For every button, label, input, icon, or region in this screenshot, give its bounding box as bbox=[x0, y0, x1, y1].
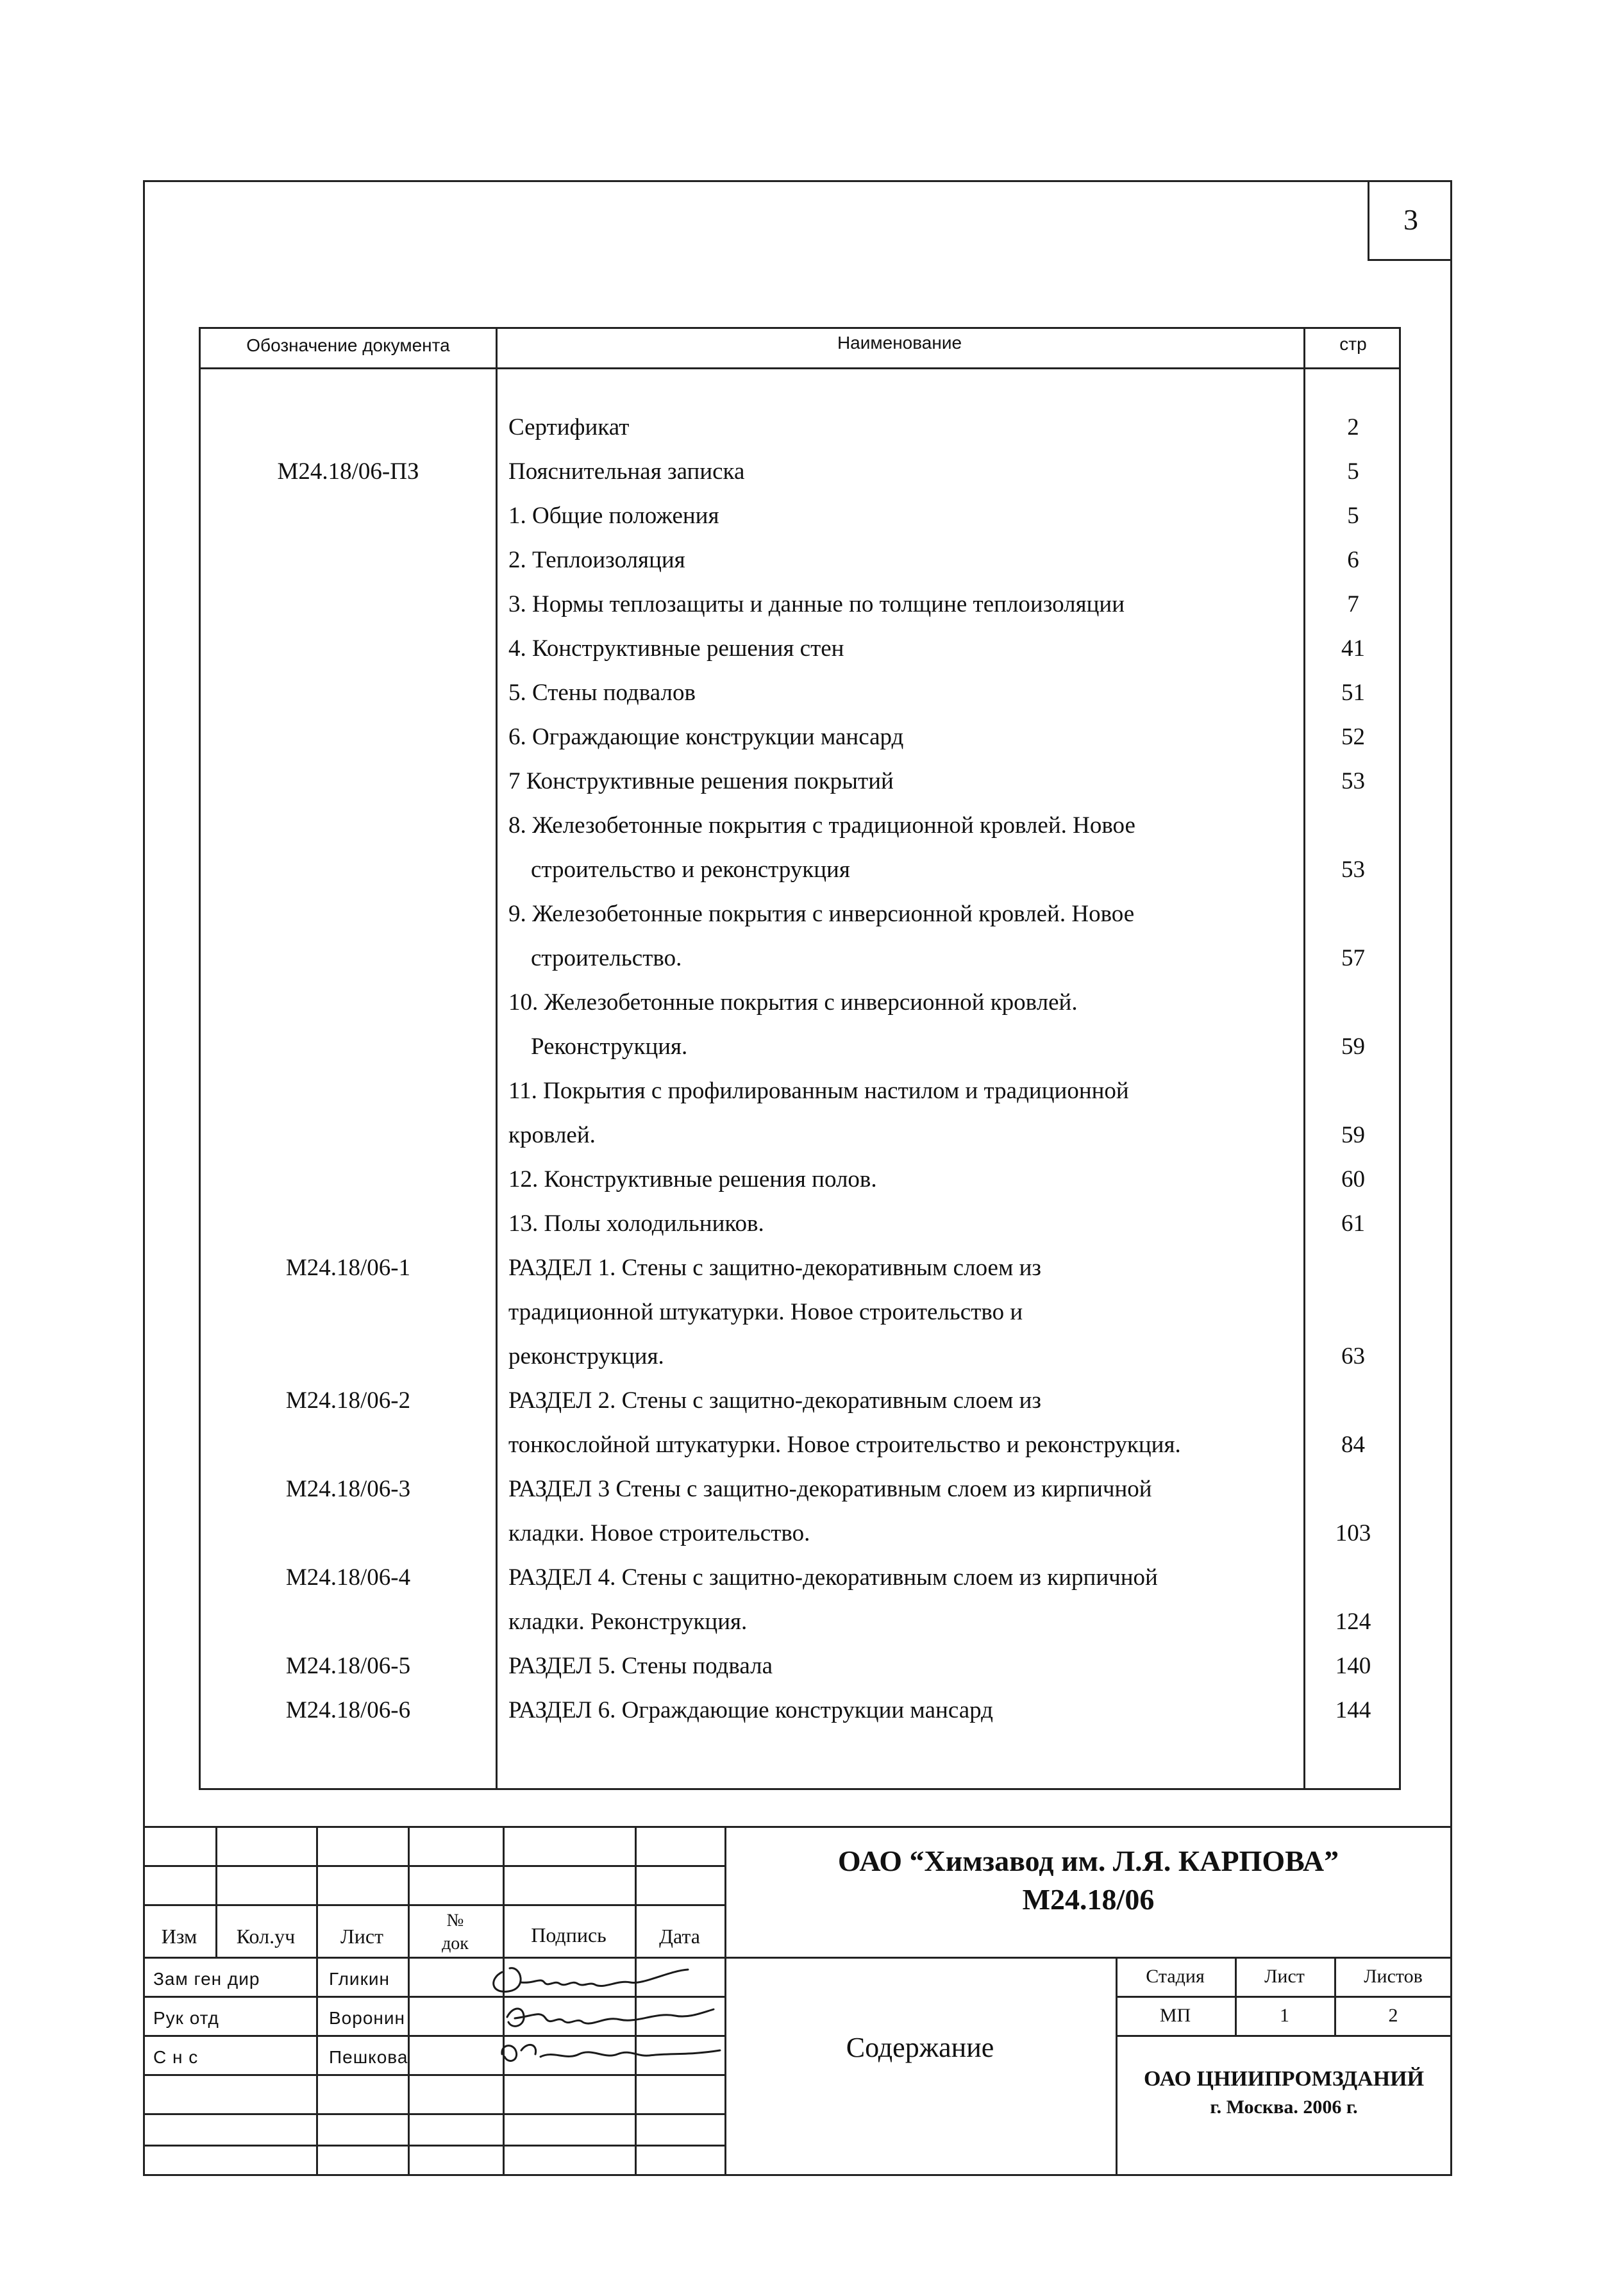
page-ref: 61 bbox=[1341, 1210, 1365, 1237]
signatures bbox=[476, 1954, 726, 2082]
contents-row bbox=[201, 1688, 1399, 1732]
contents-table bbox=[199, 327, 1401, 1790]
entry-title: 7 Конструктивные решения покрытий bbox=[508, 768, 894, 794]
entry-title: Сертификат bbox=[508, 414, 630, 440]
entry-title: 11. Покрытия с профилированным настилом и традиционной bbox=[508, 1078, 1129, 1104]
page-ref: 63 bbox=[1341, 1343, 1365, 1369]
contents-row bbox=[201, 803, 1399, 848]
page-ref: 52 bbox=[1341, 724, 1365, 750]
contents-row bbox=[201, 1246, 1399, 1290]
column-header-code: Обозначение документа bbox=[246, 335, 450, 355]
entry-title: РАЗДЕЛ 2. Стены с защитно-декоративным слоем из bbox=[508, 1387, 1042, 1414]
contents-row bbox=[201, 892, 1399, 936]
header-divider bbox=[201, 367, 1399, 369]
contents-row bbox=[201, 538, 1399, 582]
sheet-title: Содержание bbox=[846, 2032, 994, 2063]
contents-row bbox=[201, 1423, 1399, 1467]
column-header-page: стр bbox=[1339, 334, 1367, 354]
entry-title: традиционной штукатурки. Новое строительство и bbox=[508, 1299, 1023, 1325]
contents-row bbox=[201, 671, 1399, 715]
sheets-label: Листов bbox=[1364, 1966, 1423, 1987]
doc-code: М24.18/06-1 bbox=[285, 1255, 411, 1281]
entry-title: кровлей. bbox=[508, 1122, 596, 1148]
contents-row bbox=[201, 936, 1399, 980]
page-ref: 53 bbox=[1341, 857, 1365, 883]
entry-title: строительство и реконструкция bbox=[531, 857, 850, 883]
contents-row bbox=[201, 626, 1399, 671]
header-izm: Изм bbox=[161, 1925, 197, 1948]
header-list: Лист bbox=[340, 1925, 383, 1948]
contents-row bbox=[201, 494, 1399, 538]
company-name: ОАО “Химзавод им. Л.Я. КАРПОВА” bbox=[837, 1845, 1339, 1877]
page-ref: 5 bbox=[1347, 503, 1359, 529]
page-ref: 124 bbox=[1335, 1609, 1371, 1635]
sheets-value: 2 bbox=[1388, 2005, 1398, 2026]
name-voronin: Воронин bbox=[329, 2008, 405, 2028]
entry-title: 5. Стены подвалов bbox=[508, 680, 696, 706]
entry-title: РАЗДЕЛ 3 Стены с защитно-декоративным слоем из кирпичной bbox=[508, 1476, 1152, 1502]
entry-title: РАЗДЕЛ 5. Стены подвала bbox=[508, 1653, 773, 1679]
entry-title: 13. Полы холодильников. bbox=[508, 1210, 764, 1237]
page-ref: 7 bbox=[1347, 591, 1359, 617]
entry-title: тонкослойной штукатурки. Новое строительство и реконструкция. bbox=[508, 1432, 1181, 1458]
contents-row bbox=[201, 1025, 1399, 1069]
page-ref: 84 bbox=[1341, 1432, 1365, 1458]
entry-title: 1. Общие положения bbox=[508, 503, 719, 529]
contents-row bbox=[201, 1600, 1399, 1644]
contents-row bbox=[201, 1069, 1399, 1113]
entry-title: 8. Железобетонные покрытия с традиционной кровлей. Новое bbox=[508, 812, 1135, 839]
page-ref: 5 bbox=[1347, 458, 1359, 485]
entry-title: 9. Железобетонные покрытия с инверсионной кровлей. Новое bbox=[508, 901, 1135, 927]
contents-row bbox=[201, 848, 1399, 892]
contents-row bbox=[201, 1201, 1399, 1246]
signature-glikin bbox=[494, 1968, 688, 1992]
entry-title: кладки. Новое строительство. bbox=[508, 1520, 810, 1546]
entry-title: Пояснительная записка bbox=[508, 458, 745, 485]
entry-title: 10. Железобетонные покрытия с инверсионной кровлей. bbox=[508, 989, 1078, 1016]
page-ref: 41 bbox=[1341, 635, 1365, 662]
contents-row bbox=[201, 1467, 1399, 1511]
contents-row bbox=[201, 759, 1399, 803]
page-ref: 59 bbox=[1341, 1034, 1365, 1060]
page-ref: 59 bbox=[1341, 1122, 1365, 1148]
entry-title: реконструкция. bbox=[508, 1343, 664, 1369]
contents-row bbox=[201, 582, 1399, 626]
document-code: М24.18/06 bbox=[1022, 1883, 1155, 1916]
grid-line bbox=[1116, 2035, 1452, 2037]
header-n-doc: № bbox=[446, 1911, 464, 1930]
doc-code: М24.18/06-6 bbox=[285, 1697, 411, 1723]
page-ref: 2 bbox=[1347, 414, 1359, 440]
grid-line bbox=[143, 1865, 724, 1867]
grid-line bbox=[143, 1957, 1452, 1959]
grid-line bbox=[1116, 1957, 1118, 2176]
role-deputy-director: Зам ген дир bbox=[153, 1969, 260, 1989]
signature-peshkova bbox=[502, 2045, 720, 2061]
title-block bbox=[143, 1826, 1452, 2176]
header-date: Дата bbox=[659, 1925, 700, 1948]
contents-row bbox=[201, 715, 1399, 759]
grid-line bbox=[408, 1826, 410, 2176]
page-ref: 144 bbox=[1335, 1697, 1371, 1723]
page-ref: 6 bbox=[1347, 547, 1359, 573]
entry-title: 6. Ограждающие конструкции мансард bbox=[508, 724, 904, 750]
contents-row bbox=[201, 1511, 1399, 1555]
name-glikin: Гликин bbox=[329, 1969, 390, 1989]
contents-row bbox=[201, 1378, 1399, 1423]
header-kol-uch: Кол.уч bbox=[236, 1925, 296, 1948]
organization-name: ОАО ЦНИИПРОМЗДАНИЙ bbox=[1143, 2067, 1425, 2091]
grid-line bbox=[1116, 1996, 1452, 1998]
grid-line bbox=[143, 1904, 724, 1906]
contents-row bbox=[201, 1113, 1399, 1157]
city-year: г. Москва. 2006 г. bbox=[1210, 2097, 1358, 2118]
stage-label: Стадия bbox=[1146, 1966, 1205, 1987]
page-ref: 57 bbox=[1341, 945, 1365, 971]
contents-row bbox=[201, 1644, 1399, 1688]
title-block-top-border bbox=[143, 1826, 1452, 1828]
page-ref: 103 bbox=[1335, 1520, 1371, 1546]
role-senior-researcher: С н с bbox=[153, 2047, 199, 2067]
doc-code: М24.18/06-2 bbox=[285, 1387, 411, 1414]
entry-title: 4. Конструктивные решения стен bbox=[508, 635, 844, 662]
entry-title: строительство. bbox=[531, 945, 682, 971]
entry-title: Реконструкция. bbox=[531, 1034, 688, 1060]
entry-title: 3. Нормы теплозащиты и данные по толщине теплоизоляции bbox=[508, 591, 1125, 617]
contents-row bbox=[201, 1290, 1399, 1334]
sheet-label: Лист bbox=[1264, 1966, 1305, 1987]
name-peshkova: Пешкова bbox=[329, 2047, 408, 2067]
sheet-value: 1 bbox=[1280, 2005, 1289, 2026]
page-number: 3 bbox=[1368, 180, 1452, 261]
grid-line bbox=[316, 1826, 318, 2176]
header-signature: Подпись bbox=[531, 1923, 607, 1946]
entry-title: РАЗДЕЛ 4. Стены с защитно-декоративным слоем из кирпичной bbox=[508, 1564, 1158, 1591]
header-n-doc-2: док bbox=[442, 1934, 469, 1954]
doc-code: М24.18/06-ПЗ bbox=[277, 458, 419, 485]
stage-value: МП bbox=[1159, 2005, 1191, 2026]
doc-code: М24.18/06-4 bbox=[285, 1564, 411, 1591]
doc-code: М24.18/06-3 bbox=[285, 1476, 411, 1502]
contents-row bbox=[201, 1334, 1399, 1378]
contents-row bbox=[201, 1555, 1399, 1600]
entry-title: РАЗДЕЛ 1. Стены с защитно-декоративным слоем из bbox=[508, 1255, 1042, 1281]
signature-voronin bbox=[507, 2009, 714, 2026]
page-ref: 53 bbox=[1341, 768, 1365, 794]
grid-line bbox=[143, 2145, 724, 2147]
role-dept-head: Рук отд bbox=[153, 2008, 219, 2028]
contents-row bbox=[201, 405, 1399, 449]
doc-code: М24.18/06-5 bbox=[285, 1653, 411, 1679]
page-ref: 60 bbox=[1341, 1166, 1365, 1193]
entry-title: 2. Теплоизоляция bbox=[508, 547, 685, 573]
page-ref: 140 bbox=[1335, 1653, 1371, 1679]
contents-row bbox=[201, 449, 1399, 494]
entry-title: кладки. Реконструкция. bbox=[508, 1609, 748, 1635]
column-header-name: Наименование bbox=[837, 333, 962, 353]
grid-line bbox=[143, 2113, 724, 2115]
contents-row bbox=[201, 1157, 1399, 1201]
contents-row bbox=[201, 980, 1399, 1025]
entry-title: РАЗДЕЛ 6. Ограждающие конструкции мансард bbox=[508, 1697, 993, 1723]
page-ref: 51 bbox=[1341, 680, 1365, 706]
entry-title: 12. Конструктивные решения полов. bbox=[508, 1166, 877, 1193]
